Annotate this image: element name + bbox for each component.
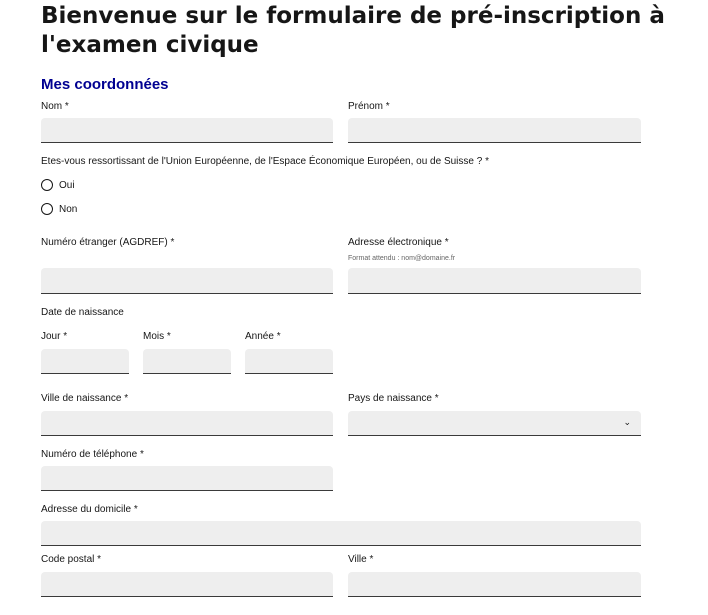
radio-option-non[interactable] [41,203,77,215]
radio-label-oui: Oui [59,179,75,191]
radio-button-oui[interactable] [41,179,53,191]
adresse-input[interactable] [41,521,641,546]
ville-naissance-input[interactable] [41,411,333,436]
email-hint: Format attendu : nom@domaine.fr [348,255,456,262]
adresse-label: Adresse du domicile * [41,504,138,515]
pays-naissance-select[interactable] [348,411,641,436]
prenom-input[interactable] [348,118,641,143]
page-title: Bienvenue sur le formulaire de pré-inscription à l'examen civique [41,3,665,58]
telephone-label: Numéro de téléphone * [41,449,144,460]
agdref-label: Numéro étranger (AGDREF) * [41,237,175,248]
radio-option-oui[interactable] [41,179,75,191]
annee-input[interactable] [245,349,333,374]
section-title: Mes coordonnées [41,76,169,93]
radio-button-non[interactable] [41,203,53,215]
telephone-input[interactable] [41,466,333,491]
jour-input[interactable] [41,349,129,374]
code-postal-input[interactable] [41,572,333,597]
nom-label: Nom * [41,101,69,112]
mois-input[interactable] [143,349,231,374]
chevron-down-icon: ⌄ [623,417,631,427]
jour-label: Jour * [41,331,68,342]
code-postal-label: Code postal * [41,554,102,565]
annee-label: Année * [245,331,281,342]
agdref-input[interactable] [41,268,333,294]
email-input[interactable] [348,268,641,294]
ville-label: Ville * [348,554,374,565]
pays-naissance-label: Pays de naissance * [348,393,439,404]
ville-input[interactable] [348,572,641,597]
mois-label: Mois * [143,331,171,342]
radio-label-non: Non [59,203,78,215]
prenom-label: Prénom * [348,101,390,112]
ville-naissance-label: Ville de naissance * [41,393,129,404]
ressortissant-question: Etes-vous ressortissant de l'Union Européenne, de l'Espace Économique Européen, ou de Suisse ? * [41,156,489,167]
date-naissance-label: Date de naissance [41,307,124,318]
nom-input[interactable] [41,118,333,143]
email-label: Adresse électronique * [348,237,449,248]
